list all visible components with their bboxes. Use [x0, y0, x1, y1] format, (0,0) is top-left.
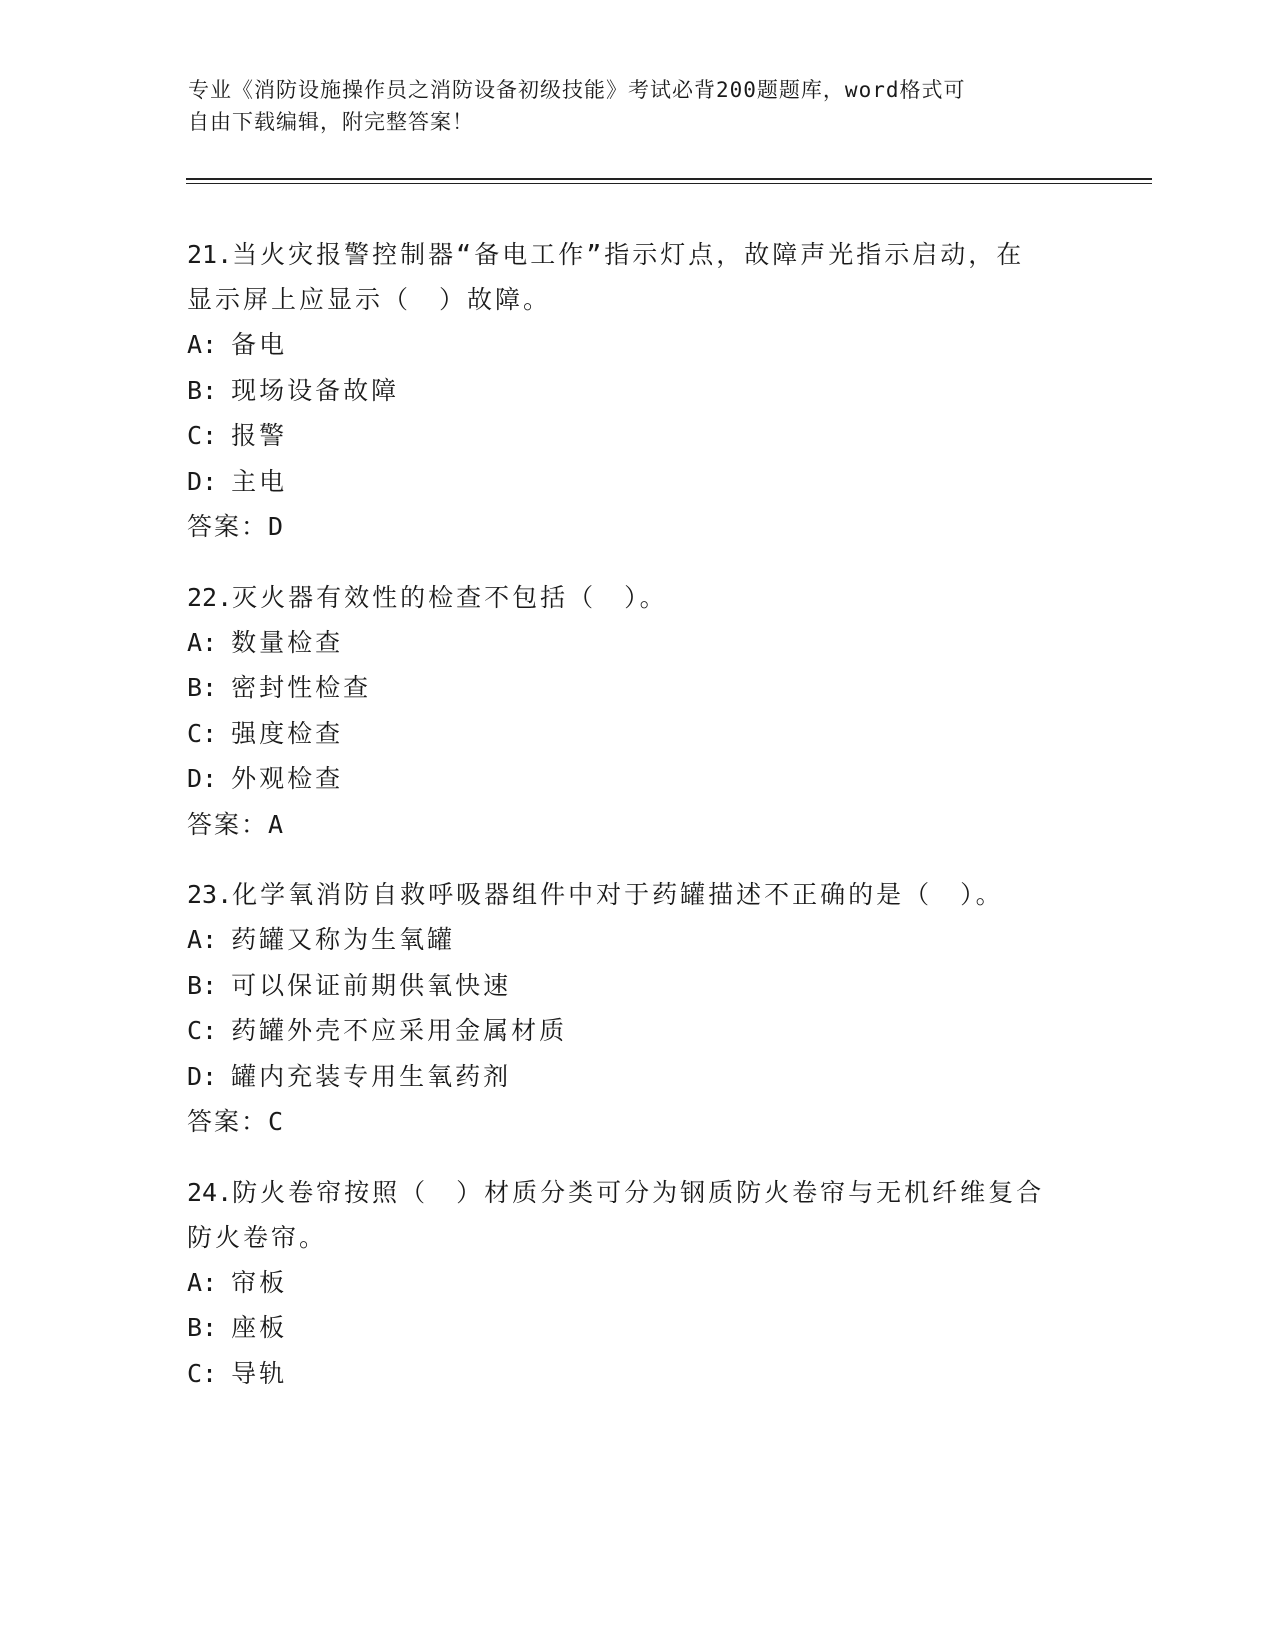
option-d — [187, 1054, 1087, 1100]
question-stem-continued: 显示屏上应显示（ ）故障。 — [187, 285, 552, 314]
option-text: 可以保证前期供氧快速 — [231, 970, 512, 1000]
question-stem — [187, 872, 1087, 917]
option-b — [187, 963, 1087, 1009]
option-letter: D: — [187, 764, 218, 793]
question-21 — [187, 232, 1087, 550]
option-text: 导轨 — [231, 1358, 288, 1388]
option-letter: A: — [187, 330, 218, 359]
question-text-line: 当火灾报警控制器“备电工作”指示灯点，故障声光指示启动，在 — [232, 240, 1025, 269]
option-text: 主电 — [231, 466, 288, 496]
option-c — [187, 711, 1087, 757]
answer-line — [187, 802, 1087, 848]
answer-label: 答案： — [187, 809, 269, 839]
question-stem — [187, 575, 1087, 620]
option-a — [187, 1260, 1087, 1306]
option-text: 现场设备故障 — [231, 375, 400, 405]
option-letter: A: — [187, 627, 218, 657]
option-letter: A: — [187, 1267, 218, 1297]
header-title-line-1: 专业《消防设施操作员之消防设备初级技能》考试必背200题题库，word格式可 — [188, 78, 966, 102]
option-letter: B: — [187, 970, 218, 1000]
document-header — [188, 74, 1068, 138]
option-letter: D: — [187, 1061, 218, 1091]
answer-label: 答案： — [187, 1107, 269, 1136]
option-a — [187, 917, 1087, 963]
answer-label: 答案： — [187, 512, 269, 541]
option-letter: D: — [187, 466, 218, 496]
option-a — [187, 620, 1087, 666]
option-letter: B: — [187, 1313, 218, 1342]
answer-value: C — [268, 1107, 284, 1136]
option-letter: A: — [187, 925, 218, 954]
option-c — [187, 413, 1087, 459]
question-number: 23. — [187, 880, 233, 909]
answer-value: D — [268, 512, 284, 541]
question-22 — [187, 575, 1087, 848]
option-text: 药罐又称为生氧罐 — [231, 925, 456, 954]
option-d — [187, 459, 1087, 505]
option-d — [187, 756, 1087, 802]
answer-line — [187, 504, 1087, 550]
option-b — [187, 1305, 1087, 1351]
option-letter: C: — [187, 718, 218, 748]
option-letter: C: — [187, 421, 218, 450]
question-number: 24. — [187, 1177, 233, 1207]
option-a — [187, 322, 1087, 368]
header-title-line-2: 自由下载编辑，附完整答案！ — [188, 110, 474, 134]
question-24 — [187, 1170, 1087, 1397]
header-divider-thick — [186, 178, 1152, 180]
question-stem — [187, 232, 1087, 277]
option-text: 外观检查 — [231, 764, 344, 793]
option-text: 报警 — [231, 421, 288, 450]
header-divider-thin — [186, 183, 1152, 184]
question-text-line: 防火卷帘按照（ ）材质分类可分为钢质防火卷帘与无机纤维复合 — [232, 1177, 1045, 1207]
answer-value: A — [268, 809, 284, 839]
question-text-line: 灭火器有效性的检查不包括（ ）。 — [232, 582, 668, 612]
question-number: 22. — [187, 582, 233, 612]
option-c — [187, 1351, 1087, 1397]
option-text: 罐内充装专用生氧药剂 — [231, 1061, 512, 1091]
answer-line — [187, 1099, 1087, 1145]
option-text: 座板 — [231, 1313, 288, 1342]
option-text: 数量检查 — [231, 627, 344, 657]
question-list — [187, 232, 1087, 1421]
option-letter: C: — [187, 1358, 218, 1388]
option-b — [187, 665, 1087, 711]
option-text: 备电 — [231, 330, 288, 359]
question-23 — [187, 872, 1087, 1145]
option-c — [187, 1008, 1087, 1054]
question-number: 21. — [187, 240, 233, 269]
option-letter: B: — [187, 375, 218, 405]
question-stem-continued: 防火卷帘。 — [187, 1222, 328, 1252]
option-text: 密封性检查 — [231, 673, 372, 702]
option-text: 药罐外壳不应采用金属材质 — [231, 1016, 568, 1045]
question-stem — [187, 1170, 1087, 1215]
option-text: 帘板 — [231, 1267, 288, 1297]
option-letter: C: — [187, 1016, 218, 1045]
option-letter: B: — [187, 673, 218, 702]
question-text-line: 化学氧消防自救呼吸器组件中对于药罐描述不正确的是（ ）。 — [232, 880, 1004, 909]
option-text: 强度检查 — [231, 718, 344, 748]
option-b — [187, 368, 1087, 414]
